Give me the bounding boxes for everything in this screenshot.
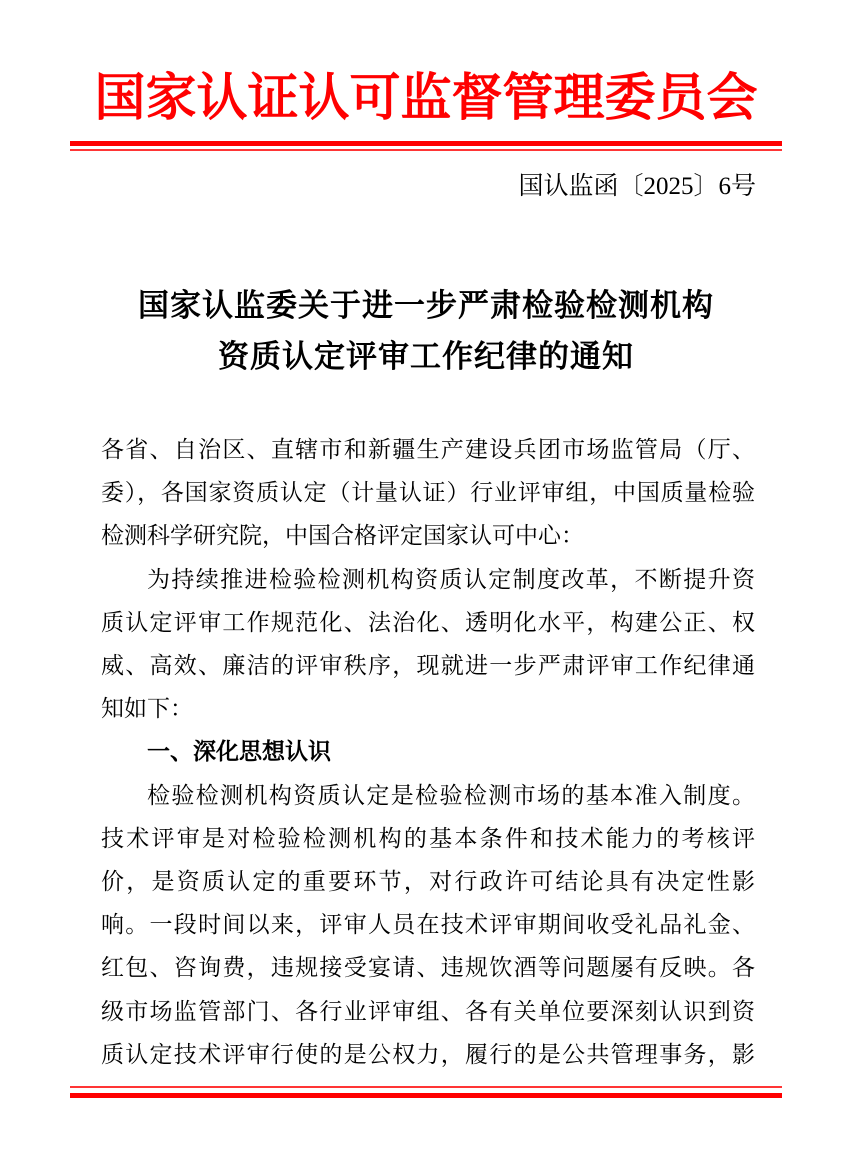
body-paragraph [101,428,755,558]
text-line: 检验检测机构资质认定是检验检测市场的基本准入制度。 [147,782,755,808]
text-line: 质认定评审工作规范化、法治化、透明化水平，构建公正、权 [101,609,755,635]
text-line: 响。一段时间以来，评审人员在技术评审期间收受礼品礼金、 [101,912,755,938]
text-line: 威、高效、廉洁的评审秩序，现就进一步严肃评审工作纪律通 [101,653,755,679]
text-line: 红包、咨询费，违规接受宴请、违规饮酒等问题屡有反映。各 [101,955,755,981]
footer-separator-thick-line [70,1093,782,1098]
body-paragraph [101,558,755,731]
text-line: 知如下： [101,696,193,722]
document-body [101,428,755,1076]
header-separator-thin-line [70,149,782,151]
text-line: 价，是资质认定的重要环节，对行政许可结论具有决定性影 [101,869,755,895]
footer-separator-thin-line [70,1086,782,1088]
agency-name-masthead: 国家认证认可监督管理委员会 [94,71,758,127]
header-separator-thick-line [70,141,782,146]
text-line: 质认定技术评审行使的是公权力，履行的是公共管理事务，影 [101,1041,755,1067]
text-line: 技术评审是对检验检测机构的基本条件和技术能力的考核评 [101,825,755,851]
text-line: 一、深化思想认识 [147,738,331,765]
body-paragraph [101,774,755,1076]
text-line: 委），各国家资质认定（计量认证）行业评审组，中国质量检验 [101,480,755,506]
document-number: 国认监函〔2025〕6号 [518,173,756,200]
text-line: 检测科学研究院，中国合格评定国家认可中心： [101,523,584,549]
text-line: 为持续推进检验检测机构资质认定制度改革，不断提升资 [147,566,755,592]
text-line: 级市场监管部门、各行业评审组、各有关单位要深刻认识到资 [101,998,755,1024]
document-title-line-2: 资质认定评审工作纪律的通知 [218,339,634,374]
document-title [0,280,852,382]
text-line: 各省、自治区、直辖市和新疆生产建设兵团市场监管局（厅、 [101,437,755,462]
section-heading [101,730,755,773]
document-title-line-1: 国家认监委关于进一步严肃检验检测机构 [138,288,714,323]
